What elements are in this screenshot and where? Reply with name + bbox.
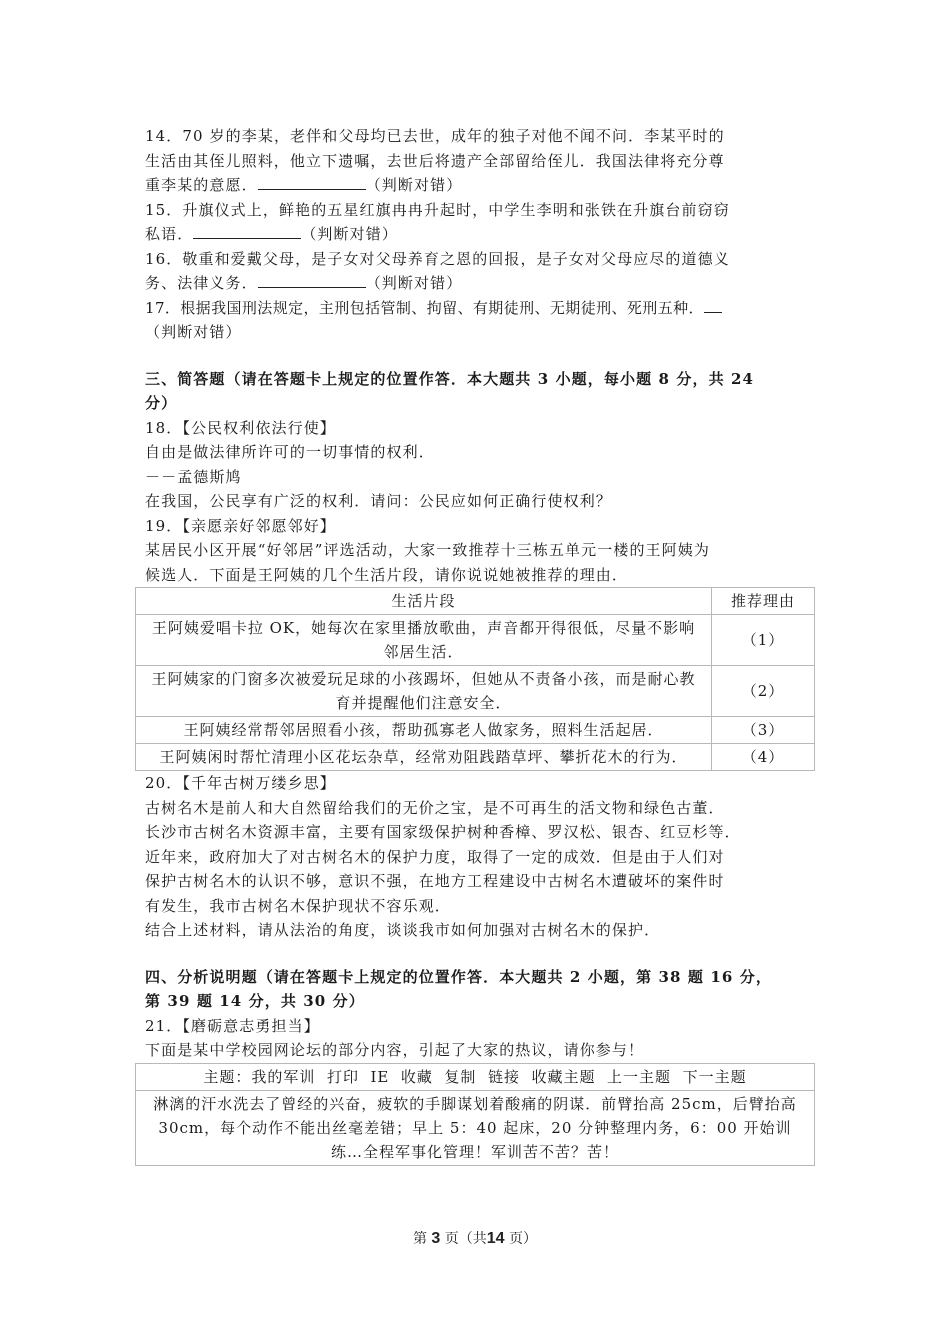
table-cell-reason: （4） <box>712 744 815 771</box>
page-content <box>145 124 813 1166</box>
section-4-title: 四、分析说明题（请在答题卡上规定的位置作答．本大题共 2 小题，第 38 题 16 分， <box>145 967 772 986</box>
life-snippets-table <box>135 587 815 771</box>
q19-intro-2: 候选人．下面是王阿姨的几个生活片段，请你说说她被推荐的理由． <box>145 565 629 584</box>
footer-page-number: 3 <box>431 1230 441 1247</box>
q14-line-1: 14．70 岁的李某，老伴和父母均已去世，成年的独子对他不闻不问．李某平时的 <box>145 127 725 145</box>
forum-header: 主题：我的军训 打印 IE 收藏 复制 链接 收藏主题 上一主题 下一主题 <box>136 1063 815 1090</box>
question-16 <box>145 247 813 296</box>
q15-line-1: 15．升旗仪式上，鲜艳的五星红旗冉冉升起时，中学生李明和张铁在升旗台前窃窃 <box>145 200 730 219</box>
table-header-reason: 推荐理由 <box>712 588 815 615</box>
q21-title: 21．【磨砺意志勇担当】 <box>145 1016 320 1035</box>
judge-suffix: （判断对错） <box>365 176 463 194</box>
q14-line-2: 生活由其侄儿照料，他立下遗嘱，去世后将遗产全部留给侄儿．我国法律将充分尊 <box>145 151 725 170</box>
table-row <box>136 744 815 771</box>
q21-intro: 下面是某中学校园网论坛的部分内容，引起了大家的热议，请你参与！ <box>145 1041 645 1059</box>
section-3-title-cont: 分） <box>145 394 178 412</box>
q18-title: 18．【公民权利依法行使】 <box>145 418 336 437</box>
table-row <box>136 717 815 744</box>
table-cell-snippet: 王阿姨经常帮邻居照看小孩，帮助孤寡老人做家务，照料生活起居． <box>136 717 712 744</box>
table-header-snippet: 生活片段 <box>136 588 712 615</box>
table-cell-reason: （1） <box>712 615 815 666</box>
judge-suffix: （判断对错） <box>365 274 463 292</box>
table-cell-snippet: 王阿姨闲时帮忙清理小区花坛杂草，经常劝阻践踏草坪、攀折花木的行为． <box>136 744 712 771</box>
footer-middle: 页（共 <box>444 1231 487 1247</box>
question-17 <box>145 296 813 345</box>
q20-question: 结合上述材料，请从法治的角度，谈谈我市如何加强对古树名木的保护． <box>145 921 661 939</box>
judge-suffix: （判断对错） <box>301 225 398 243</box>
q18-quote-author: －－孟德斯鸠 <box>145 467 242 486</box>
q16-line-1: 16．敬重和爱戴父母，是子女对父母养育之恩的回报，是子女对父母应尽的道德义 <box>145 249 730 268</box>
footer-suffix: 页） <box>509 1231 538 1247</box>
forum-body: 淋漓的汗水洗去了曾经的兴奋，疲软的手脚谋划着酸痛的阴谋．前臂抬高 25cm，后臂抬高 30cm，每个动作不能出丝毫差错；早上 5：40 起床，20 分钟整理内务，6：00 开始训练…全程军事化管理！军训苦不苦？苦！ <box>136 1090 815 1165</box>
forum-post-table <box>135 1063 815 1166</box>
q16-line-2: 务、法律义务． <box>145 274 258 292</box>
forum-body-row <box>136 1090 815 1165</box>
answer-blank[interactable] <box>258 173 366 190</box>
question-15 <box>145 198 813 247</box>
q17-line-1: 17．根据我国刑法规定，主刑包括管制、拘留、有期徒刑、无期徒刑、死刑五种． <box>145 298 704 317</box>
forum-header-row <box>136 1063 815 1090</box>
table-cell-snippet: 王阿姨爱唱卡拉 OK，她每次在家里播放歌曲，声音都开得很低，尽量不影响邻居生活． <box>136 615 712 666</box>
q18-quote: 自由是做法律所许可的一切事情的权利． <box>145 443 435 461</box>
q19-title: 19．【亲愿亲好邻愿邻好】 <box>145 516 336 535</box>
footer-total-pages: 14 <box>486 1230 505 1247</box>
answer-blank[interactable] <box>258 271 366 288</box>
table-header-row <box>136 588 815 615</box>
q20-line-5: 有发生，我市古树名木保护现状不容乐观． <box>145 896 451 915</box>
footer-prefix: 第 <box>412 1231 427 1247</box>
table-cell-reason: （3） <box>712 717 815 744</box>
q20-line-4: 保护古树名木的认识不够，意识不强，在地方工程建设中古树名木遭破坏的案件时 <box>145 872 725 890</box>
page-footer <box>0 1228 950 1248</box>
section-3-title: 三、简答题（请在答题卡上规定的位置作答．本大题共 3 小题，每小题 8 分，共 24 <box>145 369 755 388</box>
table-row <box>136 666 815 717</box>
table-cell-snippet: 王阿姨家的门窗多次被爱玩足球的小孩踢坏，但她从不责备小孩，而是耐心教育并提醒他们注意安全． <box>136 666 712 717</box>
answer-blank[interactable] <box>193 222 301 239</box>
question-14 <box>145 124 813 198</box>
q15-line-2: 私语． <box>145 225 194 243</box>
table-cell-reason: （2） <box>712 666 815 717</box>
answer-blank[interactable] <box>704 296 722 313</box>
q20-line-1: 古树名木是前人和大自然留给我们的无价之宝，是不可再生的活文物和绿色古董． <box>145 798 725 817</box>
table-row <box>136 615 815 666</box>
q20-line-2: 长沙市古树名木资源丰富，主要有国家级保护树种香樟、罗汉松、银杏、红豆杉等． <box>145 823 741 841</box>
q20-title: 20．【千年古树万缕乡思】 <box>145 774 336 792</box>
q14-line-3: 重李某的意愿． <box>145 176 258 194</box>
q18-question: 在我国，公民享有广泛的权利．请问：公民应如何正确行使权利？ <box>145 492 612 510</box>
section-4-title-cont: 第 39 题 14 分，共 30 分） <box>145 992 365 1010</box>
q19-intro-1: 某居民小区开展“好邻居”评选活动，大家一致推荐十三栋五单元一楼的王阿姨为 <box>145 541 710 559</box>
q20-line-3: 近年来，政府加大了对古树名木的保护力度，取得了一定的成效．但是由于人们对 <box>145 847 725 866</box>
judge-suffix: （判断对错） <box>145 323 242 341</box>
